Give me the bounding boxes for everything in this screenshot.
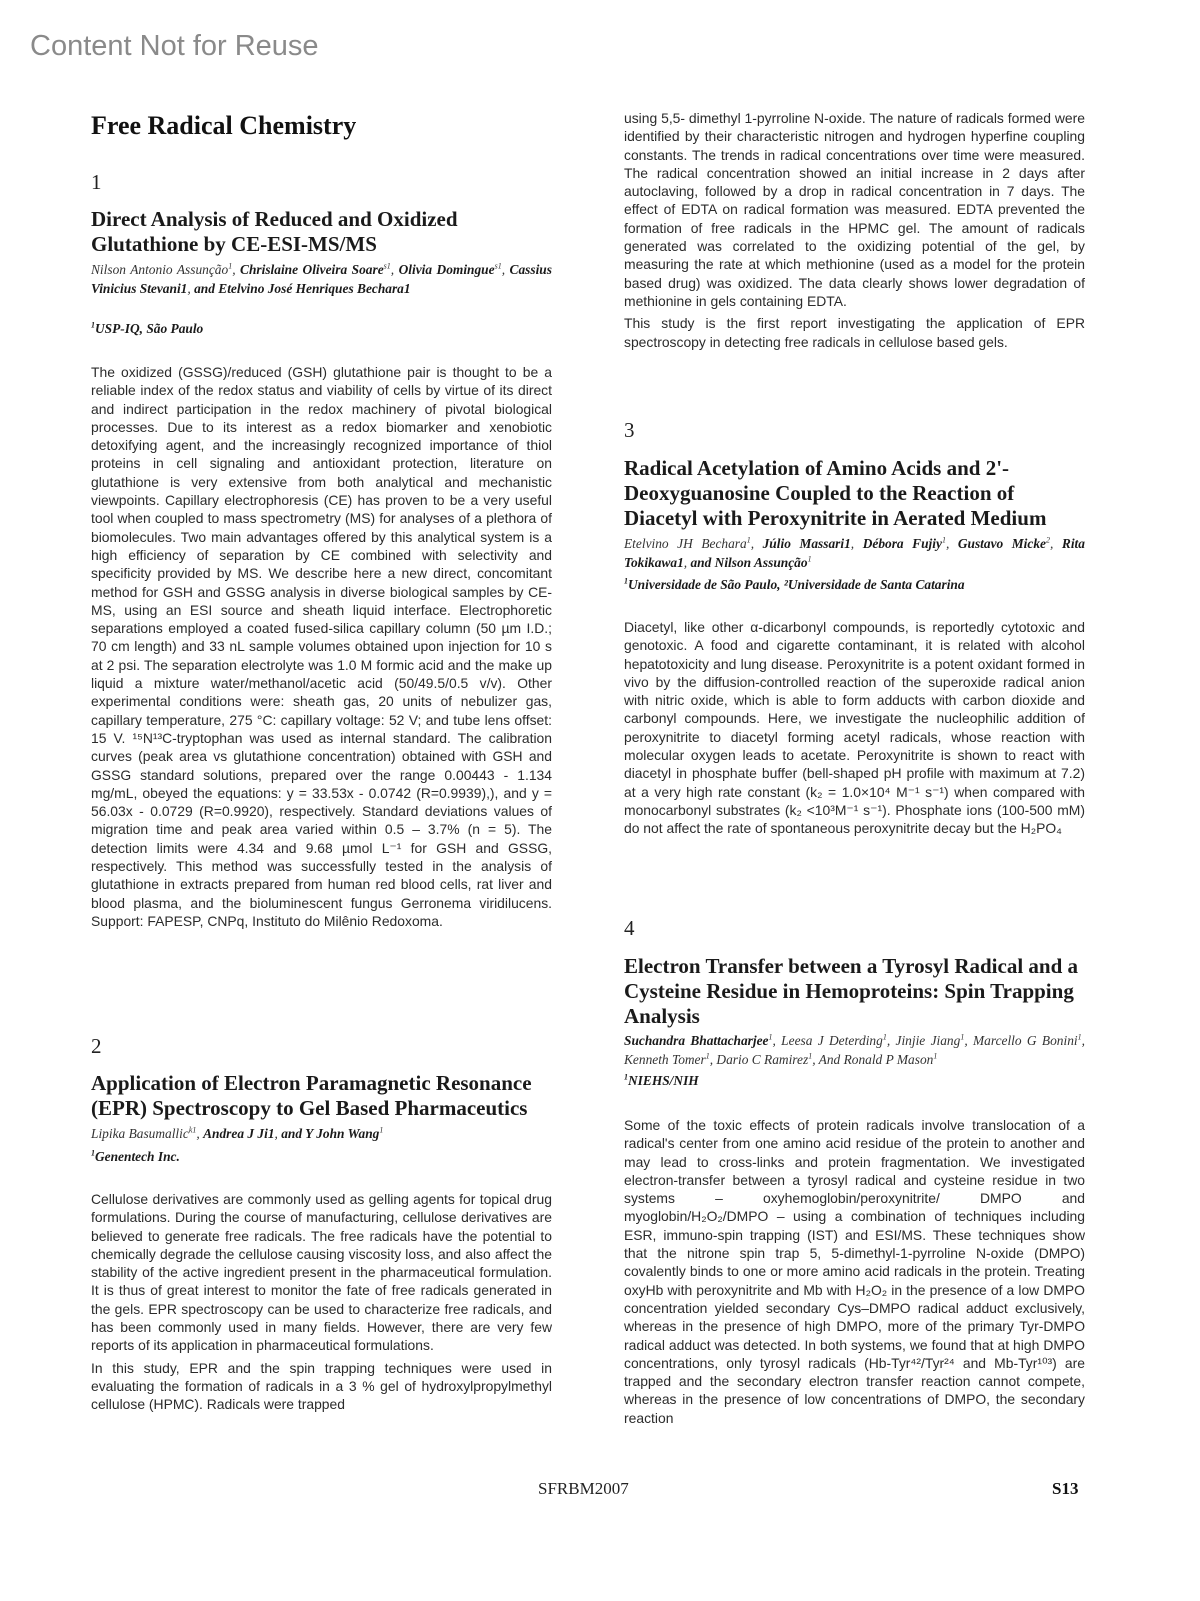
author: Nilson Antonio Assunção — [91, 262, 229, 277]
abstract-number: 2 — [91, 1034, 102, 1058]
abstract-authors: Lipika Basumallic$^{k1}$, Andrea J Ji1, and Y John Wang$^1$ — [91, 1125, 384, 1141]
footer-page-number: S13 — [1052, 1479, 1079, 1498]
abstract-title: Direct Analysis of Reduced and Oxidized Glutathione by CE-ESI-MS/MS — [91, 207, 458, 256]
author-sup: 1 — [960, 1032, 965, 1042]
author: Dario C Ramirez — [716, 1052, 809, 1067]
author: Débora Fujiy — [862, 536, 942, 551]
body-paragraph: using 5,5- dimethyl 1-pyrroline N-oxide. The nature of radicals formed were identified by their characteristic nitrogen and hydrogen hyperfine coupling constants. The trends in radical concentrations over time were measured. The radical concentration showed an initial increase in 2 days after autoclaving, followed by a drop in radical concentration in 7 days. The effect of EDTA on radical formation was measured. EDTA prevented the formation of free radicals in the HPMC gel. The amount of radicals generated was correlated to the oxidizing potential of the gel, by measuring the rate at which methionine (used as a model for the protein based drug) was oxidized. The data clearly shows lower degradation of methionine in gels containing EDTA. — [624, 110, 1085, 309]
author-sup: 1 — [933, 1051, 938, 1061]
author-sup: 1 — [768, 1032, 773, 1042]
affiliation-text: Genentech Inc. — [95, 1149, 180, 1164]
author: Lipika Basumallic — [91, 1126, 189, 1141]
affiliation-sup: 1 — [91, 320, 95, 330]
author-sup: 1 — [807, 554, 812, 564]
body-paragraph: The oxidized (GSSG)/reduced (GSH) glutathione pair is thought to be a reliable index of the redox status and viability of cells by virtue of its direct and indirect participation in the redox machinery of pivotal biological processes. Due to its interest as a redox biomarker and xenobiotic detoxifying agent, and the increasingly recognized importance of thiol proteins in cell signaling and antioxidant protection, literature on glutathione is very extensive from both analytical and mechanistic viewpoints. Capillary electrophoresis (CE) has proven to be a very useful tool when coupled to mass spectrometry (MS) for analyses of a plethora of biomolecules. Two main advantages offered by this analytical system is a high efficiency of separation by CE combined with selectivity and specificity provided by MS. We describe here a new direct, concomitant method for GSH and GSSG analysis in diverse biological samples by CE-MS, using an ESI source and sheath liquid interface. Electrophoretic separations employed a coated fused-silica capillary column (50 µm I.D.; 70 cm length) and 33 nL sample volumes obtained upon injection for 10 s at 2 psi. The separation electrolyte was 1.0 M formic acid and the make up liquid a mixture water/methanol/acetic acid (50/49.5/0.5 v/v). Other experimental conditions were: sheath gas, 20 units of nebulizer gas, capillary temperature, 275 °C: capillary voltage: 52 V; and tube lens offset: 15 V. ¹⁵N¹³C-tryptophan was used as internal standard. The calibration curves (peak area vs glutathione concentration) obtained with GSH and GSSG standard solutions, prepared over the range 0.00443 - 1.134 mg/mL, obeyed the equations: y = 33.53x - 0.0742 (R=0.9939),), and y = 56.03x - 0.0729 (R=0.9920), respectively. Standard deviations values of migration time and peak area varied within 0.5 – 3.7% (n = 5). The detection limits were 4.34 and 9.68 µmol L⁻¹ for GSH and GSSG, respectively. This method was successfully tested in the analysis of glutathione in extracts prepared from human red blood cells, rat liver and blood plasma, and the bioluminescent fungus Gerronema viridilucens. Support: FAPESP, CNPq, Instituto do Milênio Redoxoma. — [91, 364, 552, 929]
author: Suchandra Bhattacharjee — [624, 1033, 769, 1048]
body-paragraph: Cellulose derivatives are commonly used as gelling agents for topical drug formulations. During the course of manufacturing, cellulose derivatives are believed to generate free radicals. The free radicals have the potential to chemically degrade the cellulose causing viscosity loss, and also affect the stability of the active ingredient present in the pharmaceutical formulation. It is thus of great interest to monitor the fate of free radicals generated in the gels. EPR spectroscopy can be used to characterize free radicals, and has been commonly used in many fields. However, there are very few reports of its application in pharmaceutical formulations. — [91, 1191, 552, 1354]
abstract-title: Electron Transfer between a Tyrosyl Radical and a Cysteine Residue in Hemoproteins: Spin Trapping Analysis — [624, 954, 1079, 1028]
abstract-body — [91, 363, 552, 930]
abstract-affiliation — [91, 319, 552, 338]
author-sup: 1 — [379, 1125, 384, 1135]
author: Andrea J Ji1 — [203, 1126, 275, 1141]
author: Kenneth Tomer — [624, 1052, 706, 1067]
author-sup: 1 — [941, 535, 946, 545]
author: Marcello G Bonini — [973, 1033, 1078, 1048]
abstract-affiliation — [624, 575, 1085, 594]
author: Jinjie Jiang — [895, 1033, 961, 1048]
abstract-number: 1 — [91, 170, 102, 194]
body-paragraph: This study is the first report investigating the application of EPR spectroscopy in detecting free radicals in cellulose based gels. — [624, 315, 1085, 350]
body-paragraph: Some of the toxic effects of protein radicals involve translocation of a radical's center from one amino acid residue of the protein to another and may lead to cross-links and protein fragmentation. We investigated electron-transfer between a tyrosyl radical and cysteine residue in two systems – oxyhemoglobin/peroxynitrite/ DMPO and myoglobin/H₂O₂/DMPO – using a combination of techniques including ESR, immuno-spin trapping (IST) and ESI/MS. These techniques show that the nitrone spin trap 5, 5-dimethyl-1-pyrroline N-oxide (DMPO) covalently binds to one or more amino acid radicals in the protein. Treating oxyHb with peroxynitrite and Mb with H₂O₂ in the presence of a low DMPO concentration yielded secondary Cys–DMPO radical adduct exclusively, whereas in the presence of high DMPO, more of the primary Tyr-DMPO radical adduct was detected. In both systems, we found that at high DMPO concentrations, only tyrosyl radicals (Hb-Tyr⁴²/Tyr²⁴ and Mb-Tyr¹⁰³) are trapped and the secondary electron transfer reaction cannot compete, whereas in the presence of low concentrations of DMPO, the secondary reaction — [624, 1117, 1085, 1426]
author-sup: 2 — [1046, 535, 1050, 545]
author: Etelvino JH Bechara — [624, 536, 747, 551]
affiliation-sup: 1 — [624, 1072, 628, 1082]
author: and Etelvino José Henriques Bechara1 — [194, 281, 411, 296]
affiliation-sup: 1 — [91, 1148, 95, 1158]
author-sup: 1 — [746, 535, 751, 545]
abstract-body — [624, 1116, 1085, 1427]
body-paragraph: In this study, EPR and the spin trapping techniques were used in evaluating the formation of radicals in a 3 % gel of hydroxylpropylmethyl cellulose (HPMC). Radicals were trapped — [91, 1359, 552, 1413]
author: Rita Tokikawa1 — [624, 536, 1085, 570]
abstract-number: 4 — [624, 916, 635, 940]
author: Olivia Domingue — [398, 262, 495, 277]
abstract-body — [91, 1190, 552, 1414]
author: Leesa J Deterding — [781, 1033, 883, 1048]
affiliation-text: NIEHS/NIH — [628, 1073, 699, 1088]
author: Gustavo Micke — [957, 536, 1046, 551]
author-sup: 1 — [705, 1051, 710, 1061]
abstract-body-continued — [624, 109, 1085, 351]
affiliation-text: Universidade de São Paulo, ²Universidade de Santa Catarina — [628, 577, 965, 592]
author-sup: 1 — [228, 261, 233, 271]
author: and Y John Wang — [281, 1126, 380, 1141]
abstract-authors: Etelvino JH Bechara$^1$, Júlio Massari1, Débora Fujiy$^1$, Gustavo Micke$^2$, Rita Tokikawa1, and Nilson Assunção$^1$ — [624, 535, 1085, 570]
footer-journal: SFRBM2007 — [538, 1479, 629, 1498]
abstract-title: Application of Electron Paramagnetic Resonance (EPR) Spectroscopy to Gel Based Pharmaceutics — [91, 1071, 532, 1120]
author-sup: 1 — [1077, 1032, 1082, 1042]
author-sup: k1 — [188, 1125, 197, 1135]
watermark: Content Not for Reuse — [30, 30, 319, 62]
affiliation-sup: 1 — [624, 576, 628, 586]
affiliation-text: USP-IQ, São Paulo — [95, 321, 204, 336]
abstract-body — [624, 618, 1085, 838]
abstract-affiliation — [91, 1147, 552, 1166]
abstract-affiliation — [624, 1071, 1085, 1090]
author: And Ronald P Mason — [818, 1052, 934, 1067]
abstract-title: Radical Acetylation of Amino Acids and 2'-Deoxyguanosine Coupled to the Reaction of Diacetyl with Peroxynitrite in Aerated Medium — [624, 456, 1047, 530]
author: Cassius Vinicius Stevani1 — [91, 262, 552, 296]
author-sup: s1 — [494, 261, 502, 271]
author-sup: 1 — [808, 1051, 813, 1061]
body-paragraph: Diacetyl, like other α-dicarbonyl compounds, is reportedly cytotoxic and genotoxic. A food and cigarette contaminant, it is related with alcohol hepatotoxicity and lung disease. Peroxynitrite is a potent oxidant formed in vivo by the diffusion-controlled reaction of the superoxide radical anion with nitric oxide, which is able to form adducts with carbon dioxide and carbonyl compounds. Here, we investigate the nucleophilic addition of peroxynitrite to diacetyl forming acetyl radicals, whose reaction with molecular oxygen leads to acetate. Peroxynitrite is shown to react with diacetyl in phosphate buffer (bell-shaped pH profile with maximum at 7.2) at a very high rate constant (k₂ = 1.0×10⁴ M⁻¹ s⁻¹) when compared with monocarbonyl substrates (k₂ <10³M⁻¹ s⁻¹). Phosphate ions (100-500 mM) do not affect the rate of spontaneous peroxynitrite decay but the H₂PO₄ — [624, 619, 1085, 837]
section-title: Free Radical Chemistry — [91, 111, 357, 140]
author: Chrislaine Oliveira Soare — [240, 262, 384, 277]
author: Júlio Massari1 — [762, 536, 851, 551]
abstract-number: 3 — [624, 418, 635, 442]
author-sup: 1 — [882, 1032, 887, 1042]
abstract-authors: Nilson Antonio Assunção$^1$, Chrislaine Oliveira Soare$^{s1}$, Olivia Domingue$^{s1}$, Cassius Vinicius Stevani1, and Etelvino José Henriques Bechara1 — [91, 261, 552, 296]
author-sup: s1 — [383, 261, 391, 271]
abstract-authors: Suchandra Bhattacharjee$^1$, Leesa J Deterding$^1$, Jinjie Jiang$^1$, Marcello G Bonini$^1$, Kenneth Tomer$^1$, Dario C Ramirez$^1$, And Ronald P Mason$^1$ — [624, 1032, 1085, 1067]
author: and Nilson Assunção — [690, 555, 808, 570]
